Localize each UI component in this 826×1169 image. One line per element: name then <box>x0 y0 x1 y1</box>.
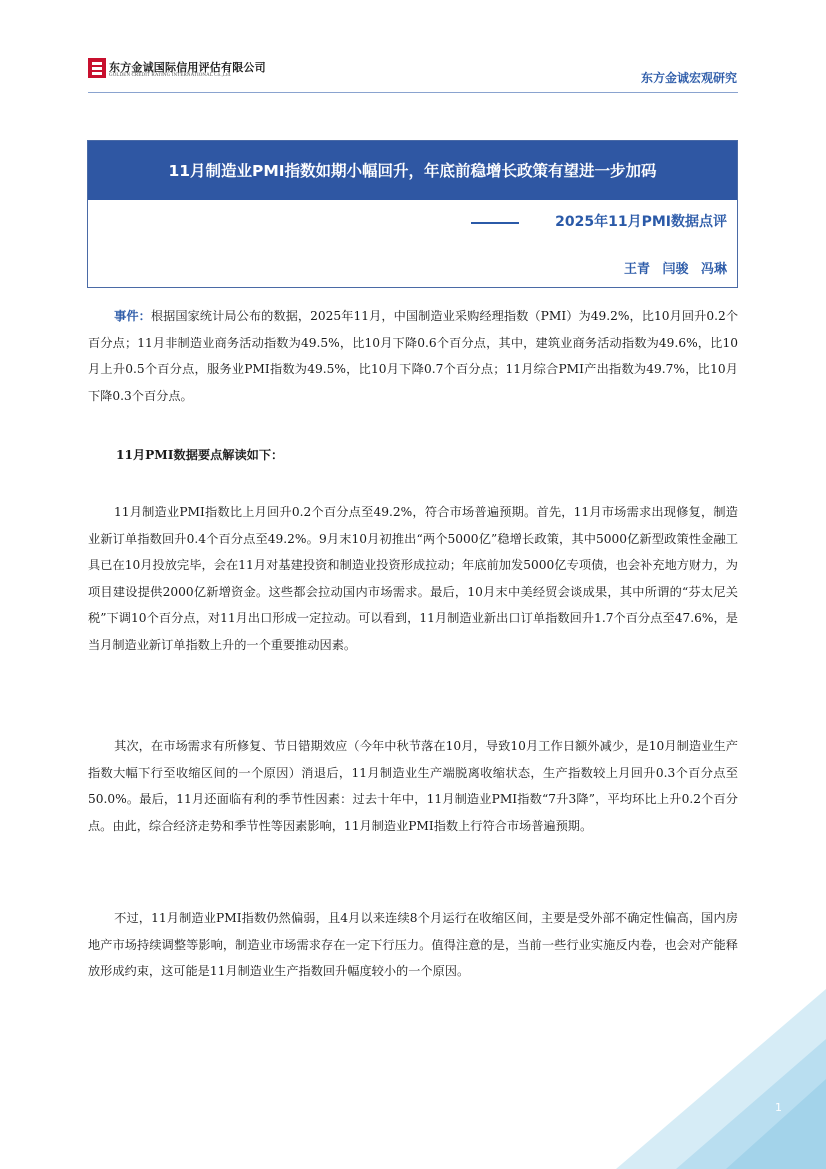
company-name-en: GOLDEN CREDIT RATING INTERNATIONAL Co.,Ltd. <box>109 73 232 78</box>
header-divider <box>88 92 738 93</box>
event-text: 根据国家统计局公布的数据，2025年11月，中国制造业采购经理指数（PMI）为49.2%，比10月回升0.2个百分点；11月非制造业商务活动指数为49.5%，比10月下降0.6个百分点，其中，建筑业商务活动指数为49.6%，比10月上升0.5个百分点，服务业PMI指数为49.5%，比10月下降0.7个百分点；11月综合PMI产出指数为49.7%，比10月下降0.3个百分点。 <box>88 309 739 403</box>
paragraph-3-text: 不过，11月制造业PMI指数仍然偏弱，且4月以来连续8个月运行在收缩区间，主要是受外部不确定性偏高，国内房地产市场持续调整等影响，制造业市场需求存在一定下行压力。值得注意的是，当前一些行业实施反内卷，也会对产能释放形成约束，这可能是11月制造业生产指数回升幅度较小的一个原因。 <box>88 911 738 978</box>
page-number: 1 <box>775 1101 782 1114</box>
body-paragraph-1 <box>88 499 738 658</box>
company-logo-icon <box>88 58 106 78</box>
report-title: 11月制造业PMI指数如期小幅回升，年底前稳增长政策有望进一步加码 <box>168 162 657 180</box>
body-paragraph-2 <box>88 733 738 839</box>
report-authors: 王青 闫骏 冯琳 <box>623 262 727 277</box>
paragraph-1-text: 11月制造业PMI指数比上月回升0.2个百分点至49.2%，符合市场普遍预期。首先，11月市场需求出现修复，制造业新订单指数回升0.4个百分点至49.2%。9月末10月初推出“两个5000亿”稳增长政策，其中5000亿新型政策性金融工具已在10月投放完毕，会在11月对基建投资和制造业投资形成拉动；年底前加发5000亿专项债，也会补充地方财力，为项目建设提供2000亿新增资金。这些都会拉动国内市场需求。最后，10月末中美经贸会谈成果，其中所谓的“芬太尼关税”下调10个百分点，对11月出口形成一定拉动。可以看到，11月制造业新出口订单指数回升1.7个百分点至47.6%，是当月制造业新订单指数上升的一个重要推动因素。 <box>88 505 738 652</box>
section-heading: 11月PMI数据要点解读如下： <box>116 448 284 462</box>
event-label: 事件： <box>114 309 151 323</box>
event-paragraph <box>88 303 738 409</box>
corner-decoration <box>526 929 826 1169</box>
title-bar <box>88 141 737 200</box>
paragraph-2-text: 其次，在市场需求有所修复、节日错期效应（今年中秋节落在10月，导致10月工作日额外减少，是10月制造业生产指数大幅下行至收缩区间的一个原因）消退后，11月制造业生产端脱离收缩状态，生产指数较上月回升0.3个百分点至50.0%。最后，11月还面临有利的季节性因素：过去十年中，11月制造业PMI指数“7升3降”，平均环比上升0.2个百分点。由此，综合经济走势和季节性等因素影响，11月制造业PMI指数上行符合市场普遍预期。 <box>88 739 738 833</box>
page-header <box>0 0 826 100</box>
subtitle-dash <box>471 222 519 224</box>
company-name-cn: 东方金诚国际信用评估有限公司 <box>109 61 266 74</box>
report-subtitle: 2025年11月PMI数据点评 <box>555 214 727 230</box>
series-name: 东方金诚宏观研究 <box>640 71 737 85</box>
title-box <box>87 140 738 288</box>
